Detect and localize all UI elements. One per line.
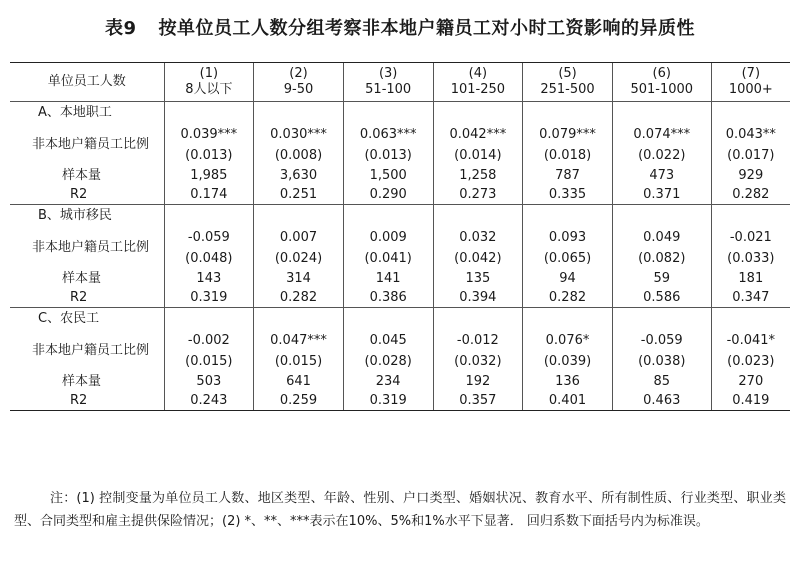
empty-cell — [523, 102, 613, 125]
header-col-label: 9-50 — [283, 82, 314, 97]
coef-cell: -0.041* — [711, 330, 790, 351]
header-col-number: (1) — [199, 66, 219, 81]
se-cell: (0.023) — [711, 351, 790, 372]
header-col-number: (5) — [558, 66, 577, 81]
empty-cell — [164, 102, 254, 125]
coef-cell: 0.045 — [343, 330, 433, 351]
coef-cell: 0.049 — [612, 227, 711, 248]
section-label: B、城市移民 — [38, 208, 112, 223]
coef-cell: 0.039*** — [164, 124, 254, 145]
coef-row — [10, 124, 790, 145]
table-note: 注：(1) 控制变量为单位员工人数、地区类型、年龄、性别、户口类型、婚姻状况、教育水平、所有制性质、行业类型、职业类型、合同类型和雇主提供保险情况；(2) *、**、***表示在10%、5%和1%水平下显著． 回归系数下面括号内为标准误。 — [14, 491, 786, 529]
empty-cell — [343, 102, 433, 125]
coef-cell: -0.002 — [164, 330, 254, 351]
sample-size-cell: 192 — [433, 372, 523, 391]
sample-size-cell: 1,985 — [164, 166, 254, 185]
sample-size-cell: 641 — [254, 372, 344, 391]
coef-cell: 0.032 — [433, 227, 523, 248]
coef-cell: 0.030*** — [254, 124, 344, 145]
header-col-5 — [523, 63, 613, 102]
empty-cell — [711, 102, 790, 125]
sample-size-cell: 85 — [612, 372, 711, 391]
sample-size-cell: 141 — [343, 269, 433, 288]
se-cell: (0.028) — [343, 351, 433, 372]
regression-table — [10, 62, 790, 411]
section-label: C、农民工 — [38, 311, 100, 326]
r2-cell: 0.394 — [433, 288, 523, 308]
r2-cell: 0.335 — [523, 185, 613, 205]
header-col-2 — [254, 63, 344, 102]
coef-cell: -0.012 — [433, 330, 523, 351]
empty-cell — [254, 205, 344, 228]
empty-cell — [433, 102, 523, 125]
coef-cell: 0.042*** — [433, 124, 523, 145]
coef-cell: 0.009 — [343, 227, 433, 248]
sample-size-row — [10, 372, 790, 391]
empty-cell — [612, 102, 711, 125]
sample-size-row — [10, 166, 790, 185]
se-cell: (0.015) — [164, 351, 254, 372]
section-row — [10, 205, 790, 228]
se-cell: (0.013) — [343, 145, 433, 166]
r2-cell: 0.463 — [612, 391, 711, 411]
table-number: 表9 — [104, 18, 137, 39]
r2-cell: 0.243 — [164, 391, 254, 411]
sample-size-cell: 143 — [164, 269, 254, 288]
header-col-number: (2) — [289, 66, 308, 81]
r2-cell: 0.282 — [711, 185, 790, 205]
r2-cell: 0.319 — [343, 391, 433, 411]
se-cell: (0.065) — [523, 248, 613, 269]
empty-cell — [523, 205, 613, 228]
coef-cell: 0.079*** — [523, 124, 613, 145]
r2-cell: 0.259 — [254, 391, 344, 411]
se-cell: (0.024) — [254, 248, 344, 269]
header-col-label: 8人以下 — [185, 82, 233, 97]
r2-label: R2 — [10, 288, 164, 308]
sample-size-cell: 473 — [612, 166, 711, 185]
table-title — [0, 14, 800, 40]
r2-cell: 0.586 — [612, 288, 711, 308]
coef-row-label: 非本地户籍员工比例 — [32, 137, 150, 152]
sample-size-cell: 136 — [523, 372, 613, 391]
sample-size-cell: 503 — [164, 372, 254, 391]
se-cell: (0.018) — [523, 145, 613, 166]
empty-cell — [612, 205, 711, 228]
coef-cell: 0.074*** — [612, 124, 711, 145]
coef-cell: -0.021 — [711, 227, 790, 248]
section-label: A、本地职工 — [38, 105, 112, 120]
sample-size-cell: 59 — [612, 269, 711, 288]
se-cell: (0.008) — [254, 145, 344, 166]
empty-cell — [711, 308, 790, 331]
r2-cell: 0.174 — [164, 185, 254, 205]
se-cell: (0.042) — [433, 248, 523, 269]
se-cell: (0.015) — [254, 351, 344, 372]
r2-cell: 0.419 — [711, 391, 790, 411]
coef-cell: 0.047*** — [254, 330, 344, 351]
empty-cell — [164, 308, 254, 331]
sample-size-cell: 135 — [433, 269, 523, 288]
r2-cell: 0.282 — [523, 288, 613, 308]
coef-cell: 0.063*** — [343, 124, 433, 145]
coef-row — [10, 227, 790, 248]
sample-size-cell: 181 — [711, 269, 790, 288]
coef-cell: 0.007 — [254, 227, 344, 248]
sample-size-cell: 929 — [711, 166, 790, 185]
r2-row — [10, 391, 790, 411]
se-cell: (0.017) — [711, 145, 790, 166]
se-cell: (0.032) — [433, 351, 523, 372]
r2-cell: 0.282 — [254, 288, 344, 308]
header-col-label: 501-1000 — [630, 82, 694, 97]
r2-cell: 0.386 — [343, 288, 433, 308]
se-cell: (0.048) — [164, 248, 254, 269]
sample-size-label: 样本量 — [62, 167, 102, 183]
r2-cell: 0.290 — [343, 185, 433, 205]
r2-cell: 0.251 — [254, 185, 344, 205]
coef-row-label: 非本地户籍员工比例 — [32, 343, 150, 358]
empty-cell — [343, 308, 433, 331]
se-cell: (0.082) — [612, 248, 711, 269]
se-cell: (0.038) — [612, 351, 711, 372]
r2-label: R2 — [10, 185, 164, 205]
sample-size-cell: 234 — [343, 372, 433, 391]
header-col-number: (3) — [378, 66, 398, 81]
coef-cell: 0.093 — [523, 227, 613, 248]
sample-size-row — [10, 269, 790, 288]
se-cell: (0.039) — [523, 351, 613, 372]
empty-cell — [523, 308, 613, 331]
header-col-label: 251-500 — [540, 82, 595, 97]
header-col-number: (6) — [652, 66, 671, 81]
coef-cell: -0.059 — [612, 330, 711, 351]
table-caption: 按单位员工人数分组考察非本地户籍员工对小时工资影响的异质性 — [158, 18, 696, 39]
r2-cell: 0.273 — [433, 185, 523, 205]
r2-label: R2 — [10, 391, 164, 411]
sample-size-cell: 1,258 — [433, 166, 523, 185]
header-col-label: 1000+ — [728, 82, 773, 97]
empty-cell — [612, 308, 711, 331]
header-col-3 — [343, 63, 433, 102]
sample-size-label: 样本量 — [62, 270, 102, 286]
empty-cell — [343, 205, 433, 228]
r2-row — [10, 185, 790, 205]
header-col-number: (7) — [741, 66, 761, 81]
header-row — [10, 63, 790, 102]
header-col-4 — [433, 63, 523, 102]
header-first-col: 单位员工人数 — [10, 63, 164, 102]
se-cell: (0.041) — [343, 248, 433, 269]
coef-row — [10, 330, 790, 351]
coef-cell: 0.043** — [711, 124, 790, 145]
header-col-7 — [711, 63, 790, 102]
r2-cell: 0.319 — [164, 288, 254, 308]
se-cell: (0.022) — [612, 145, 711, 166]
coef-row-label: 非本地户籍员工比例 — [32, 240, 150, 255]
sample-size-cell: 787 — [523, 166, 613, 185]
r2-row — [10, 288, 790, 308]
sample-size-cell: 94 — [523, 269, 613, 288]
empty-cell — [711, 205, 790, 228]
empty-cell — [164, 205, 254, 228]
empty-cell — [433, 308, 523, 331]
coef-cell: 0.076* — [523, 330, 613, 351]
sample-size-cell: 314 — [254, 269, 344, 288]
se-cell: (0.014) — [433, 145, 523, 166]
r2-cell: 0.347 — [711, 288, 790, 308]
sample-size-cell: 270 — [711, 372, 790, 391]
empty-cell — [254, 102, 344, 125]
empty-cell — [254, 308, 344, 331]
r2-cell: 0.357 — [433, 391, 523, 411]
sample-size-cell: 3,630 — [254, 166, 344, 185]
header-col-6 — [612, 63, 711, 102]
se-cell: (0.013) — [164, 145, 254, 166]
header-col-label: 101-250 — [450, 82, 506, 97]
section-row — [10, 308, 790, 331]
sample-size-cell: 1,500 — [343, 166, 433, 185]
empty-cell — [433, 205, 523, 228]
sample-size-label: 样本量 — [62, 373, 102, 389]
r2-cell: 0.401 — [523, 391, 613, 411]
coef-cell: -0.059 — [164, 227, 254, 248]
section-row — [10, 102, 790, 125]
r2-cell: 0.371 — [612, 185, 711, 205]
header-col-number: (4) — [468, 66, 488, 81]
se-cell: (0.033) — [711, 248, 790, 269]
header-col-label: 51-100 — [365, 82, 412, 97]
header-col-1 — [164, 63, 254, 102]
